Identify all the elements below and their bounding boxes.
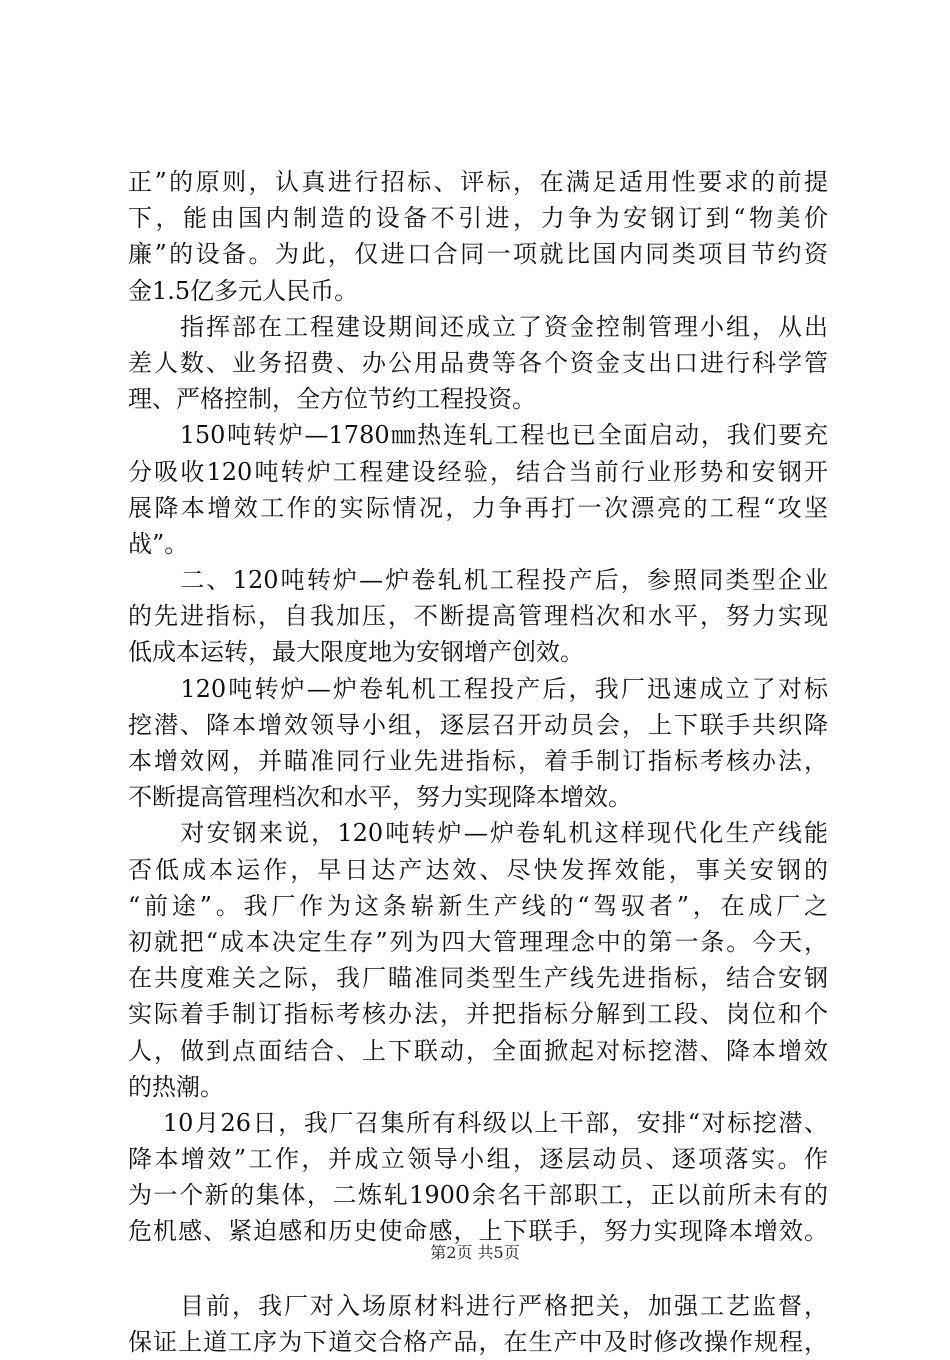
text-line: 保证上道工序为下道交合格产品，在生产中及时修改操作规程， xyxy=(128,1327,828,1356)
text-line: 为一个新的集体，二炼轧1900余名干部职工，正以前所未有的 xyxy=(128,1181,828,1210)
paragraph-7 xyxy=(128,1105,828,1250)
paragraph-5 xyxy=(128,671,828,816)
paragraph-1 xyxy=(128,164,828,309)
paragraph-4 xyxy=(128,562,828,671)
text-line: 否低成本运作，早日达产达效、尽快发挥效能，事关安钢的 xyxy=(128,855,828,884)
text-line: 金1.5亿多元人民币。 xyxy=(128,276,359,305)
text-line: 展降本增效工作的实际情况，力争再打一次漂亮的工程“攻坚 xyxy=(128,493,828,522)
text-line: 本增效网，并瞄准同行业先进指标，着手制订指标考核办法， xyxy=(128,747,828,775)
text-line: 150吨转炉—1780㎜热连轧工程也已全面启动，我们要充 xyxy=(128,421,828,450)
text-line: 低成本运转，最大限度地为安钢增产创效。 xyxy=(128,638,584,667)
text-line: 挖潜、降本增效领导小组，逐层召开动员会，上下联手共织降 xyxy=(128,710,828,739)
paragraph-6 xyxy=(128,815,828,1105)
text-line: 对安钢来说，120吨转炉—炉卷轧机这样现代化生产线能 xyxy=(128,819,828,848)
text-line: 正”的原则，认真进行招标、评标，在满足适用性要求的前提 xyxy=(128,168,828,196)
paragraph-8 xyxy=(128,1288,828,1360)
text-line: 目前，我厂对入场原材料进行严格把关，加强工艺监督， xyxy=(128,1291,828,1320)
paragraph-3 xyxy=(128,417,828,562)
text-line: 在共度难关之际，我厂瞄准同类型生产线先进指标，结合安钢 xyxy=(128,964,828,993)
text-line: 指挥部在工程建设期间还成立了资金控制管理小组，从出 xyxy=(128,312,828,341)
text-line: 分吸收120吨转炉工程建设经验，结合当前行业形势和安钢开 xyxy=(128,457,828,486)
text-line: 廉”的设备。为此，仅进口合同一项就比国内同类项目节约资 xyxy=(128,240,828,269)
text-line: “前途”。我厂作为这条崭新生产线的“驾驭者”，在成厂之 xyxy=(128,891,828,920)
text-line: 120吨转炉—炉卷轧机工程投产后，我厂迅速成立了对标 xyxy=(128,674,828,703)
text-line: 不断提高管理档次和水平，努力实现降本增效。 xyxy=(128,783,632,812)
page-number-footer: 第2页 共5页 xyxy=(430,1243,520,1262)
document-body xyxy=(128,164,828,1360)
text-line: 人，做到点面结合、上下联动，全面掀起对标挖潜、降本增效 xyxy=(128,1036,828,1065)
text-line: 的先进指标，自我加压，不断提高管理档次和水平，努力实现 xyxy=(128,602,828,631)
paragraph-2 xyxy=(128,309,828,418)
text-line: 10月26日，我厂召集所有科级以上干部，安排“对标挖潜、 xyxy=(128,1108,828,1137)
text-line: 战”。 xyxy=(128,529,189,558)
text-line: 危机感、紧迫感和历史使命感，上下联手，努力实现降本增效。 xyxy=(128,1217,828,1246)
text-line: 的热潮。 xyxy=(128,1072,224,1101)
text-line: 差人数、业务招费、办公用品费等各个资金支出口进行科学管 xyxy=(128,348,828,377)
text-line: 初就把“成本决定生存”列为四大管理理念中的第一条。今天， xyxy=(128,927,828,956)
text-line: 实际着手制订指标考核办法，并把指标分解到工段、岗位和个 xyxy=(128,1000,828,1029)
text-line: 二、120吨转炉—炉卷轧机工程投产后，参照同类型企业 xyxy=(128,566,828,595)
text-line: 下，能由国内制造的设备不引进，力争为安钢订到“物美价 xyxy=(128,204,828,233)
text-line: 降本增效”工作，并成立领导小组，逐层动员、逐项落实。作 xyxy=(128,1145,828,1174)
text-line: 理、严格控制，全方位节约工程投资。 xyxy=(128,385,536,414)
